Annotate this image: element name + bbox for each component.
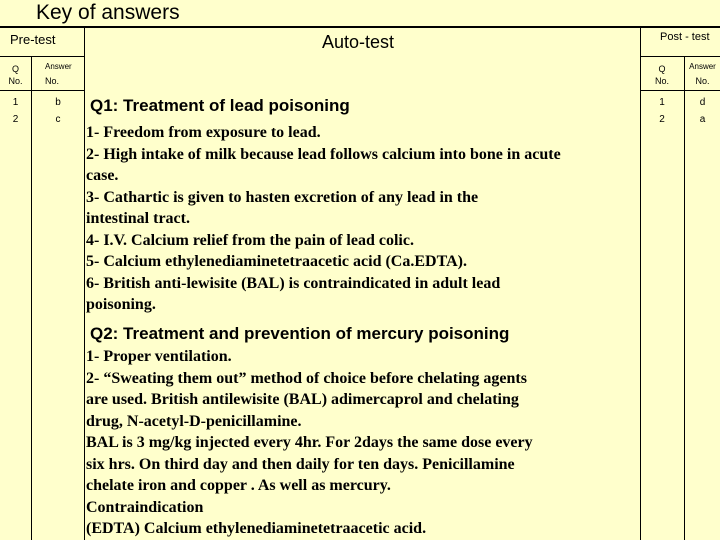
q2-title: Q2: Treatment and prevention of mercury poisoning (90, 324, 510, 343)
pretest-header: Pre-test (10, 32, 56, 47)
q1-line: intestinal tract. (86, 210, 190, 227)
pretest-col-q: Q No. (8, 64, 23, 86)
subheader-rule-left (0, 90, 84, 91)
posttest-header: Post - test (660, 31, 710, 43)
top-rule (0, 26, 720, 28)
q1-line: 4- I.V. Calcium relief from the pain of lead colic. (86, 231, 414, 249)
posttest-col-divider (684, 56, 685, 540)
q2-line: BAL is 3 mg/kg injected every 4hr. For 2days the same dose every (86, 434, 533, 451)
page-title: Key of answers (36, 1, 180, 24)
q2-line: 2- “Sweating them out” method of choice before chelating agents (86, 369, 527, 387)
header-rule-right (640, 56, 720, 57)
q2-line: drug, N-acetyl-D-penicillamine. (86, 412, 302, 430)
left-panel-border (84, 26, 85, 540)
q2-line: (EDTA) Calcium ethylenediaminetetraacetic acid. (86, 520, 427, 537)
q1-line: poisoning. (86, 296, 156, 313)
q1-title: Q1: Treatment of lead poisoning (90, 96, 350, 115)
table-row: d a (699, 97, 706, 125)
q1-line: 3- Cathartic is given to hasten excretion of any lead in the (86, 188, 479, 206)
q2-line: six hrs. On third day and then daily for ten days. Penicillamine (86, 455, 515, 473)
q1-line: 5- Calcium ethylenediaminetetraacetic acid (Ca.EDTA). (86, 253, 467, 270)
q2-line: chelate iron and copper . As well as mercury. (86, 477, 391, 494)
posttest-col-q: Q No. (654, 64, 669, 86)
subheader-rule-right (640, 90, 720, 91)
header-rule-left (0, 56, 84, 57)
q2-line: are used. British antilewisite (BAL) adimercaprol and chelating (86, 391, 519, 408)
q1-line: case. (86, 167, 119, 184)
pretest-col-divider (31, 56, 32, 540)
q2-answer-text (86, 346, 533, 540)
table-row: 1 2 (659, 97, 665, 125)
q1-line: 1- Freedom from exposure to lead. (86, 124, 321, 141)
q1-line: 2- High intake of milk because lead follows calcium into bone in acute (86, 145, 561, 163)
q1-line: 6- British anti-lewisite (BAL) is contraindicated in adult lead (86, 274, 501, 292)
table-row: 1 2 (12, 97, 19, 125)
autotest-header: Auto-test (322, 32, 395, 52)
posttest-col-answer: Answer No. (689, 62, 716, 86)
table-row: b c (55, 97, 61, 125)
q2-line: 1- Proper ventilation. (86, 348, 232, 365)
q1-answer-text (86, 122, 561, 316)
q2-line: Contraindication (86, 498, 204, 516)
pretest-col-answer: Answer No. (45, 62, 72, 86)
